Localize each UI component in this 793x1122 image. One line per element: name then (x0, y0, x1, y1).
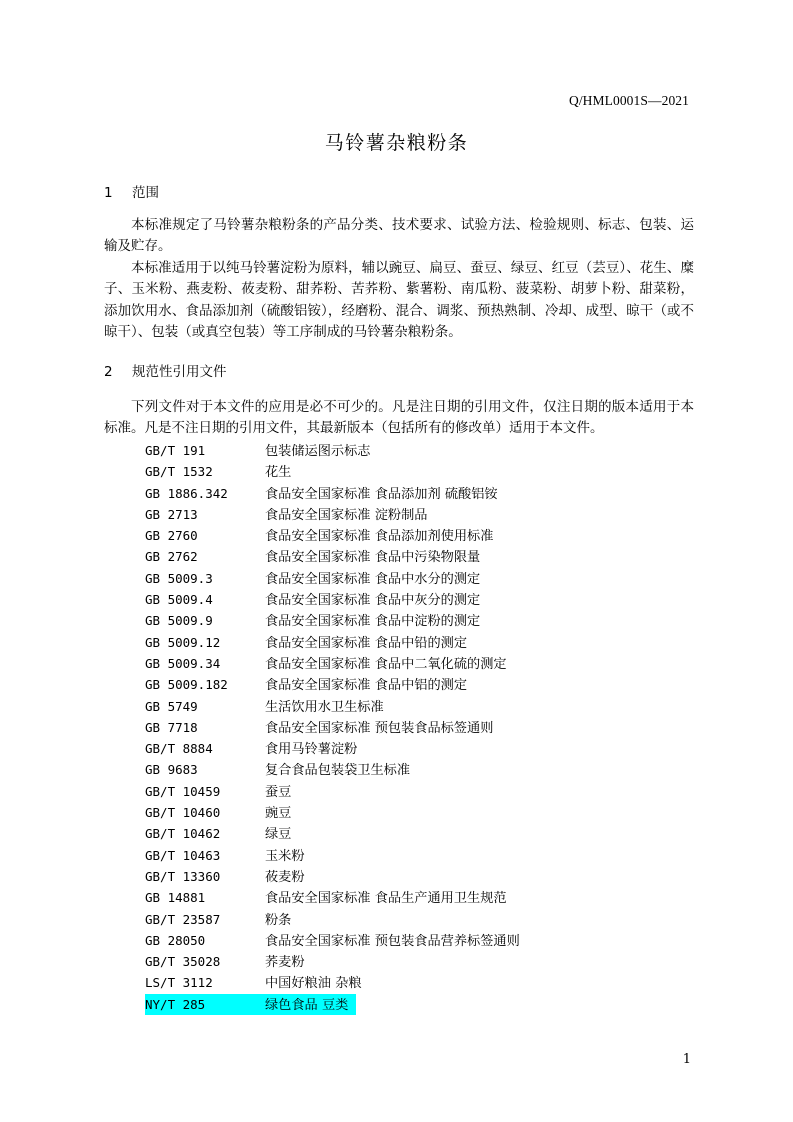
reference-name: 食品安全国家标准 食品中淀粉的测定 (265, 614, 481, 630)
section-title: 规范性引用文件 (132, 364, 227, 380)
reference-name: 中国好粮油 杂粮 (265, 976, 362, 992)
reference-name: 食品安全国家标准 食品生产通用卫生规范 (265, 891, 507, 907)
section-title: 范围 (132, 185, 159, 201)
reference-code: GB 2760 (145, 528, 198, 544)
reference-name: 粉条 (265, 912, 292, 928)
reference-row (145, 972, 645, 993)
reference-code: GB/T 1532 (145, 464, 213, 480)
reference-code: GB 5009.3 (145, 570, 213, 586)
reference-name: 包装储运图示标志 (265, 444, 371, 459)
reference-name: 莜麦粉 (265, 869, 305, 885)
reference-name: 蚕豆 (265, 784, 292, 800)
reference-name: 食品安全国家标准 食品中铅的测定 (265, 635, 468, 651)
reference-name: 复合食品包装袋卫生标准 (265, 763, 411, 779)
reference-name: 食用马铃薯淀粉 (265, 742, 358, 758)
reference-row (145, 461, 645, 482)
reference-code: NY/T 285 (145, 996, 206, 1012)
section-heading-references (104, 360, 227, 380)
reference-code: GB 28050 (145, 932, 206, 948)
reference-row (145, 930, 645, 951)
reference-code: GB/T 10459 (145, 783, 221, 799)
reference-name: 食品安全国家标准 淀粉制品 (265, 507, 428, 523)
reference-row (145, 738, 645, 759)
reference-row (145, 589, 645, 610)
reference-row (145, 909, 645, 930)
reference-code: GB 2762 (145, 549, 198, 565)
reference-code: GB/T 191 (145, 443, 206, 458)
reference-code: GB/T 35028 (145, 954, 221, 970)
reference-row (145, 696, 645, 717)
reference-row (145, 504, 645, 525)
reference-row (145, 483, 645, 504)
page-number: 1 (682, 1052, 691, 1067)
reference-row (145, 845, 645, 866)
reference-name: 食品安全国家标准 食品添加剂 硫酸铝铵 (265, 486, 498, 502)
reference-name: 食品安全国家标准 食品添加剂使用标准 (265, 529, 494, 545)
reference-row (145, 823, 645, 844)
reference-code: GB/T 10460 (145, 805, 221, 821)
reference-code: GB 5749 (145, 698, 198, 714)
reference-code: GB 5009.4 (145, 592, 213, 608)
reference-name: 食品安全国家标准 食品中污染物限量 (265, 550, 481, 566)
section-number: 2 (104, 364, 113, 380)
reference-code: GB 2713 (145, 506, 198, 522)
reference-row (145, 525, 645, 546)
reference-name: 花生 (265, 465, 292, 481)
reference-code: GB/T 23587 (145, 911, 221, 927)
reference-code: GB 5009.9 (145, 613, 213, 629)
reference-name: 食品安全国家标准 食品中灰分的测定 (265, 593, 481, 609)
document-code: Q/HML0001S—2021 (568, 93, 689, 108)
reference-row (145, 951, 645, 972)
scope-paragraph-2: 本标准适用于以纯马铃薯淀粉为原料，辅以豌豆、扁豆、蚕豆、绿豆、红豆（芸豆）、花生、糜子、玉米粉、燕麦粉、莜麦粉、甜荞粉、苦荞粉、紫薯粉、南瓜粉、菠菜粉、胡萝卜粉、甜菜粉，添加饮用水、食品添加剂（硫酸铝铵），经磨粉、混合、调浆、预热熟制、冷却、成型、晾干（或不晾干）、包装（或真空包装）等工序制成的马铃薯杂粮粉条。 (104, 260, 694, 340)
reference-row (145, 653, 645, 674)
reference-row (145, 568, 645, 589)
reference-code: GB/T 13360 (145, 868, 221, 884)
reference-row (145, 802, 645, 823)
reference-name: 食品安全国家标准 预包装食品标签通则 (265, 720, 494, 736)
reference-row (145, 632, 645, 653)
reference-code: GB 5009.182 (145, 677, 228, 693)
reference-row (145, 781, 645, 802)
reference-name: 食品安全国家标准 预包装食品营养标签通则 (265, 933, 520, 949)
reference-code: GB 14881 (145, 890, 206, 906)
reference-code: LS/T 3112 (145, 975, 213, 991)
reference-code: GB/T 10463 (145, 847, 221, 863)
document-title: 马铃薯杂粮粉条 (324, 132, 469, 154)
reference-name: 绿豆 (265, 827, 292, 843)
reference-row (145, 440, 645, 461)
reference-name: 生活饮用水卫生标准 (265, 699, 384, 715)
reference-row (145, 610, 645, 631)
section-heading-scope (104, 181, 159, 201)
reference-row (145, 674, 645, 695)
reference-row (145, 546, 645, 567)
reference-code: GB 1886.342 (145, 485, 228, 501)
reference-code: GB 7718 (145, 719, 198, 735)
reference-row (145, 717, 645, 738)
reference-name: 食品安全国家标准 食品中铝的测定 (265, 678, 468, 694)
reference-code: GB 9683 (145, 762, 198, 778)
reference-name: 绿色食品 豆类 (265, 997, 349, 1013)
reference-name: 食品安全国家标准 食品中二氧化硫的测定 (265, 656, 507, 672)
reference-name: 荞麦粉 (265, 955, 305, 971)
reference-code: GB 5009.34 (145, 655, 221, 671)
references-intro-paragraph: 下列文件对于本文件的应用是必不可少的。凡是注日期的引用文件，仅注日期的版本适用于本标准。凡是不注日期的引用文件，其最新版本（包括所有的修改单）适用于本文件。 (104, 399, 694, 437)
reference-row (145, 994, 645, 1015)
reference-code: GB/T 8884 (145, 741, 213, 757)
reference-name: 食品安全国家标准 食品中水分的测定 (265, 571, 481, 587)
reference-list (145, 440, 645, 1015)
reference-name: 豌豆 (265, 806, 292, 822)
reference-row (145, 759, 645, 780)
reference-name: 玉米粉 (265, 848, 305, 864)
reference-row (145, 887, 645, 908)
reference-row (145, 866, 645, 887)
scope-paragraph-1: 本标准规定了马铃薯杂粮粉条的产品分类、技术要求、试验方法、检验规则、标志、包装、运输及贮存。 (104, 217, 694, 255)
section-number: 1 (104, 185, 113, 201)
reference-code: GB 5009.12 (145, 634, 221, 650)
reference-code: GB/T 10462 (145, 826, 221, 842)
